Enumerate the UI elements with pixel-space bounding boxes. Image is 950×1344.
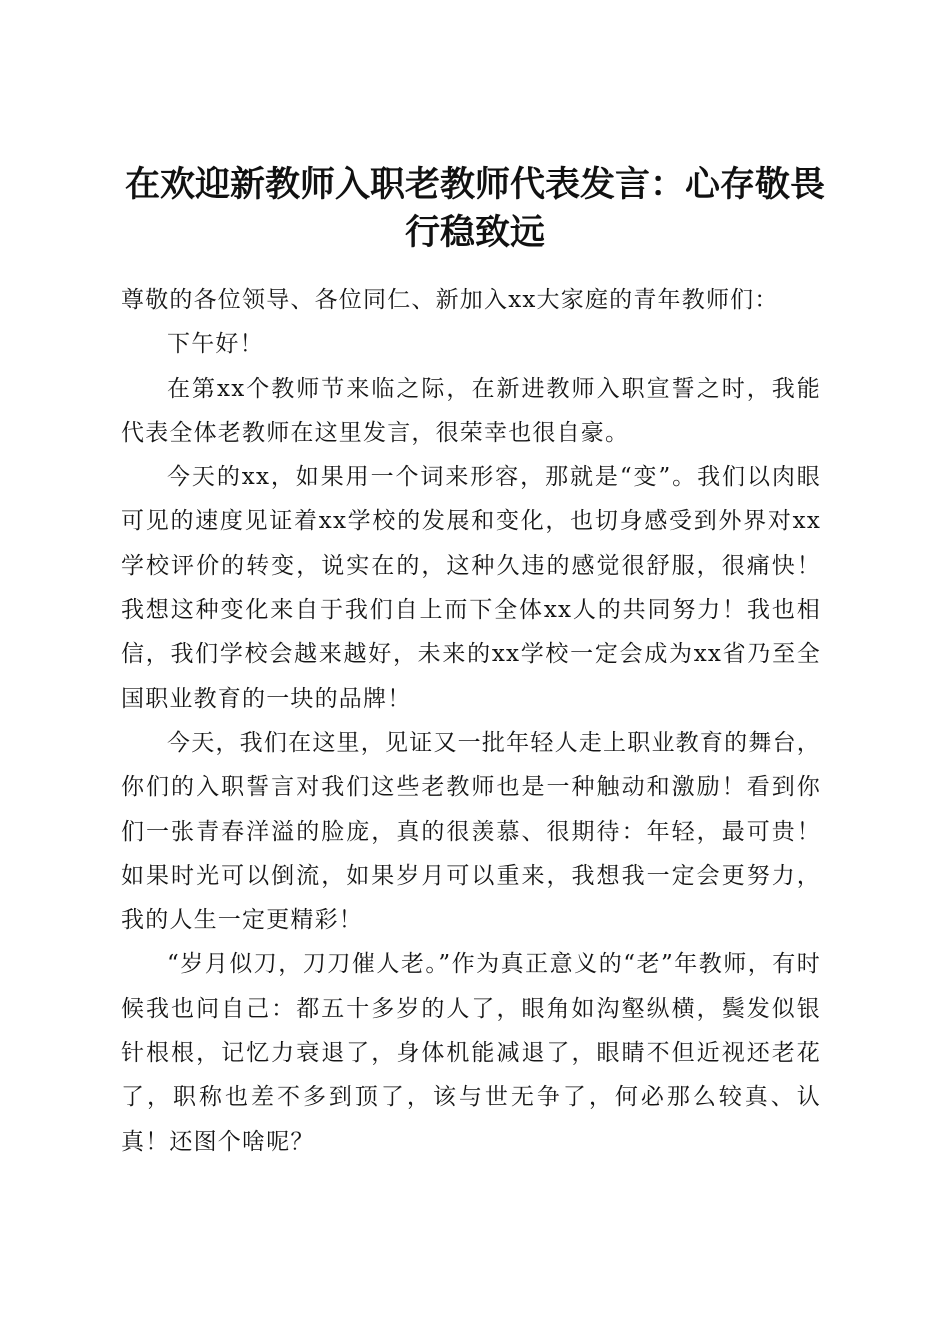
paragraph-intro: 在第xx个教师节来临之际，在新进教师入职宣誓之时，我能代表全体老教师在这里发言，很荣幸也很自豪。 [121,375,821,446]
document-title [110,161,840,257]
paragraph-change: 今天的xx，如果用一个词来形容，那就是“变”。我们以肉眼可见的速度见证着xx学校的发展和变化，也切身感受到外界对xx学校评价的转变，说实在的，这种久违的感觉很舒服，很痛快！我想这种变化来自于我们自上而下全体xx人的共同努力！我也相信，我们学校会越来越好，未来的xx学校一定会成为xx省乃至全国职业教育的一块的品牌！ [121,464,821,712]
salutation: 尊敬的各位领导、各位同仁、新加入xx大家庭的青年教师们： [121,287,779,313]
paragraph-youth: 今天，我们在这里，见证又一批年轻人走上职业教育的舞台，你们的入职誓言对我们这些老教师也是一种触动和激励！看到你们一张青春洋溢的脸庞，真的很羡慕、很期待：年轻，最可贵！如果时光可以倒流，如果岁月可以重来，我想我一定会更努力，我的人生一定更精彩！ [121,729,821,934]
title-line-2: 行稳致远 [404,212,545,254]
paragraph-years: “岁月似刀，刀刀催人老。”作为真正意义的“老”年教师，有时候我也问自己：都五十多岁的人了，眼角如沟壑纵横，鬓发似银针根根，记忆力衰退了，身体机能减退了，眼睛不但近视还老花了，职称也差不多到顶了，该与世无争了，何必那么较真、认真！还图个啥呢？ [121,951,821,1155]
document-body [121,278,821,1164]
paragraph-greeting: 下午好！ [167,331,264,358]
title-line-1: 在欢迎新教师入职老教师代表发言：心存敬畏 [124,164,825,206]
